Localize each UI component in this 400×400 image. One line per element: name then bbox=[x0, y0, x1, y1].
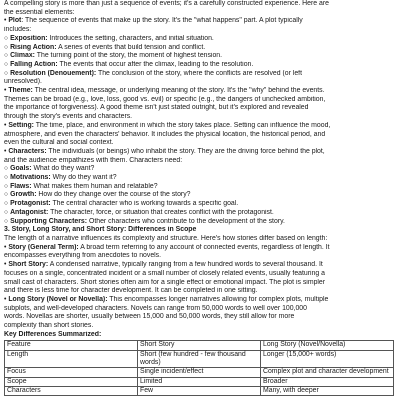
text-line bbox=[4, 122, 396, 131]
bold-span: Key Differences Summarized: bbox=[4, 330, 102, 338]
text-span: ○ bbox=[4, 200, 11, 208]
table-header-row bbox=[5, 341, 394, 350]
text-line bbox=[4, 200, 396, 209]
text-line bbox=[4, 157, 396, 166]
text-line bbox=[4, 331, 396, 340]
text-line bbox=[4, 61, 396, 70]
text-span: small cast of characters. Short stories often aim for a single effect or emotional impact. The plot is simpler bbox=[4, 278, 326, 286]
text-span: unresolved). bbox=[4, 78, 42, 86]
table-cell: Scope bbox=[5, 377, 138, 386]
text-span: through the story's events and characters. bbox=[4, 113, 133, 121]
text-line bbox=[4, 252, 396, 261]
text-line bbox=[4, 287, 396, 296]
text-line bbox=[4, 78, 396, 87]
text-span: How do they change over the course of the story? bbox=[36, 191, 191, 199]
text-span: • bbox=[4, 295, 9, 303]
bold-span: Protagonist: bbox=[10, 200, 51, 208]
text-span: • bbox=[4, 17, 9, 25]
bold-span: Exposition: bbox=[10, 34, 48, 42]
table-cell: Long Story (Novel/Novella) bbox=[261, 341, 394, 350]
text-line bbox=[4, 279, 396, 288]
text-line bbox=[4, 226, 396, 235]
table-cell: Limited bbox=[138, 377, 261, 386]
text-line bbox=[4, 52, 396, 61]
table-cell: Characters bbox=[5, 386, 138, 395]
text-span: Why do they want it? bbox=[50, 174, 117, 182]
bold-span: Motivations: bbox=[10, 174, 51, 182]
text-line bbox=[4, 139, 396, 148]
table-row bbox=[5, 377, 394, 386]
text-span: ○ bbox=[4, 52, 11, 60]
bold-span: Supporting Characters: bbox=[10, 217, 88, 225]
text-span: words. Novellas are shorter, usually between 15,000 and 50,000 words, they still allow for more bbox=[4, 313, 295, 321]
table-cell: Longer (15,000+ words) bbox=[261, 350, 394, 368]
text-line bbox=[4, 96, 396, 105]
bold-span: Theme: bbox=[8, 87, 33, 95]
text-line bbox=[4, 44, 396, 53]
text-line bbox=[4, 17, 396, 26]
document-text bbox=[4, 0, 396, 339]
text-span: the importance of forgiveness). A good theme isn't just stated outright, but it's explored and revealed bbox=[4, 104, 309, 112]
text-span: The turning point of the story, the moment of highest tension. bbox=[34, 52, 223, 60]
text-span: A compelling story is more than just a sequence of events; it's a carefully constructed experience. Here are bbox=[4, 0, 329, 7]
text-span: The central character who is working towards a specific goal. bbox=[50, 200, 239, 208]
text-line bbox=[4, 174, 396, 183]
text-span: • bbox=[4, 147, 9, 155]
text-span: A broad term referring to any account of connected events, regardless of length. It bbox=[78, 243, 330, 251]
table-row bbox=[5, 368, 394, 377]
text-line bbox=[4, 209, 396, 218]
text-line bbox=[4, 313, 396, 322]
document-body bbox=[4, 0, 396, 396]
bold-span: Plot bbox=[8, 17, 22, 25]
text-line bbox=[4, 322, 396, 331]
table-row bbox=[5, 350, 394, 368]
text-line bbox=[4, 191, 396, 200]
text-span: The length of a narrative influences its complexity and structure. Here's how stories differ based on length: bbox=[4, 234, 328, 242]
text-line bbox=[4, 296, 396, 305]
text-span: the essential elements: bbox=[4, 8, 75, 16]
table-cell: Few bbox=[138, 386, 261, 395]
bold-span: Story (General Term): bbox=[8, 243, 79, 251]
text-span: ○ bbox=[4, 165, 11, 173]
bold-span: Setting: bbox=[8, 121, 34, 129]
text-span: subplots, and well-developed characters. Novels can range from 50,000 words to well over 100,000 bbox=[4, 304, 307, 312]
text-line bbox=[4, 70, 396, 79]
text-span: atmosphere, and even the characters' behavior. It includes the physical location, the historical period, and bbox=[4, 130, 326, 138]
text-span: The time, place, and environment in which the story takes place. Setting can influence the mood, bbox=[33, 121, 331, 129]
text-line bbox=[4, 244, 396, 253]
text-line bbox=[4, 270, 396, 279]
bold-span: Goals: bbox=[10, 165, 32, 173]
text-line bbox=[4, 9, 396, 18]
text-span: complexity than short stories. bbox=[4, 322, 94, 330]
text-span: The conclusion of the story, where the conflicts are resolved (or left bbox=[96, 69, 303, 77]
text-line bbox=[4, 113, 396, 122]
text-span: includes: bbox=[4, 26, 32, 34]
text-span: encompasses everything from anecdotes to novels. bbox=[4, 252, 162, 260]
bold-span: Falling Action: bbox=[10, 60, 58, 68]
text-span: and there is less time for character development. It can be completed in one sitting. bbox=[4, 287, 258, 295]
text-line bbox=[4, 87, 396, 96]
text-span: What do they want? bbox=[31, 165, 95, 173]
text-span: • bbox=[4, 121, 9, 129]
bold-span: Short Story: bbox=[8, 261, 49, 269]
text-span: ○ bbox=[4, 217, 11, 225]
text-span: A series of events that build tension and conflict. bbox=[56, 43, 206, 51]
bold-span: Long Story (Novel or Novella): bbox=[8, 295, 108, 303]
table-cell: Short Story bbox=[138, 341, 261, 350]
text-span: ○ bbox=[4, 34, 11, 42]
text-line bbox=[4, 35, 396, 44]
text-line bbox=[4, 104, 396, 113]
text-line bbox=[4, 261, 396, 270]
table-cell: Length bbox=[5, 350, 138, 368]
text-span: : The sequence of events that make up the story. It's the "what happens" part. A plot typically bbox=[21, 17, 303, 25]
table-row bbox=[5, 386, 394, 395]
bold-span: 3. Story, Long Story, and Short Story: Differences in Scope bbox=[4, 226, 197, 234]
text-line bbox=[4, 148, 396, 157]
key-differences-table bbox=[4, 340, 394, 396]
text-span: ○ bbox=[4, 43, 11, 51]
text-span: ○ bbox=[4, 182, 11, 190]
table-cell: Feature bbox=[5, 341, 138, 350]
text-span: • bbox=[4, 87, 9, 95]
text-span: Other characters who contribute to the development of the story. bbox=[87, 217, 285, 225]
text-line bbox=[4, 183, 396, 192]
text-span: Introduces the setting, characters, and initial situation. bbox=[47, 34, 214, 42]
text-span: focuses on a single, concentrated incident or a small number of closely related events, usually featuring a bbox=[4, 269, 325, 277]
text-line bbox=[4, 26, 396, 35]
text-span: ○ bbox=[4, 60, 11, 68]
table-cell: Complex plot and character development bbox=[261, 368, 394, 377]
text-line bbox=[4, 0, 396, 9]
table-cell: Many, with deeper bbox=[261, 386, 394, 395]
text-line bbox=[4, 165, 396, 174]
text-span: The individuals (or beings) who inhabit the story. They are the driving force behind the plot, bbox=[46, 147, 325, 155]
text-span: A condensed narrative, typically ranging from a few hundred words to several thousand. It bbox=[48, 261, 323, 269]
bold-span: Antagonist: bbox=[10, 208, 49, 216]
bold-span: Flaws: bbox=[10, 182, 32, 190]
bold-span: Resolution (Denouement): bbox=[10, 69, 97, 77]
text-span: What makes them human and relatable? bbox=[31, 182, 158, 190]
text-span: The character, force, or situation that creates conflict with the protagonist. bbox=[48, 208, 274, 216]
text-line bbox=[4, 131, 396, 140]
text-span: ○ bbox=[4, 191, 11, 199]
table-cell: Single incident/effect bbox=[138, 368, 261, 377]
text-span: The central idea, message, or underlying meaning of the story. It's the "why" behind the events. bbox=[32, 87, 325, 95]
text-span: ○ bbox=[4, 208, 11, 216]
text-line bbox=[4, 235, 396, 244]
text-span: This encompasses longer narratives allowing for complex plots, multiple bbox=[107, 295, 329, 303]
text-span: Themes can be broad (e.g., love, loss, good vs. evil) or specific (e.g., the dangers of unchecked ambition, bbox=[4, 95, 326, 103]
text-line bbox=[4, 218, 396, 227]
bold-span: Climax: bbox=[10, 52, 35, 60]
text-span: • bbox=[4, 261, 9, 269]
table-cell: Short (few hundred - few thousand words) bbox=[138, 350, 261, 368]
text-span: • bbox=[4, 243, 9, 251]
text-line bbox=[4, 305, 396, 314]
text-span: ○ bbox=[4, 69, 11, 77]
bold-span: Rising Action: bbox=[10, 43, 57, 51]
text-span: The events that occur after the climax, leading to the resolution. bbox=[57, 60, 254, 68]
bold-span: Growth: bbox=[10, 191, 37, 199]
table-cell: Broader bbox=[261, 377, 394, 386]
table-cell: Focus bbox=[5, 368, 138, 377]
text-span: even the cultural and social context. bbox=[4, 139, 114, 147]
text-span: ○ bbox=[4, 174, 11, 182]
text-span: and the audience empathizes with them. Characters need: bbox=[4, 156, 183, 164]
bold-span: Characters: bbox=[8, 147, 47, 155]
